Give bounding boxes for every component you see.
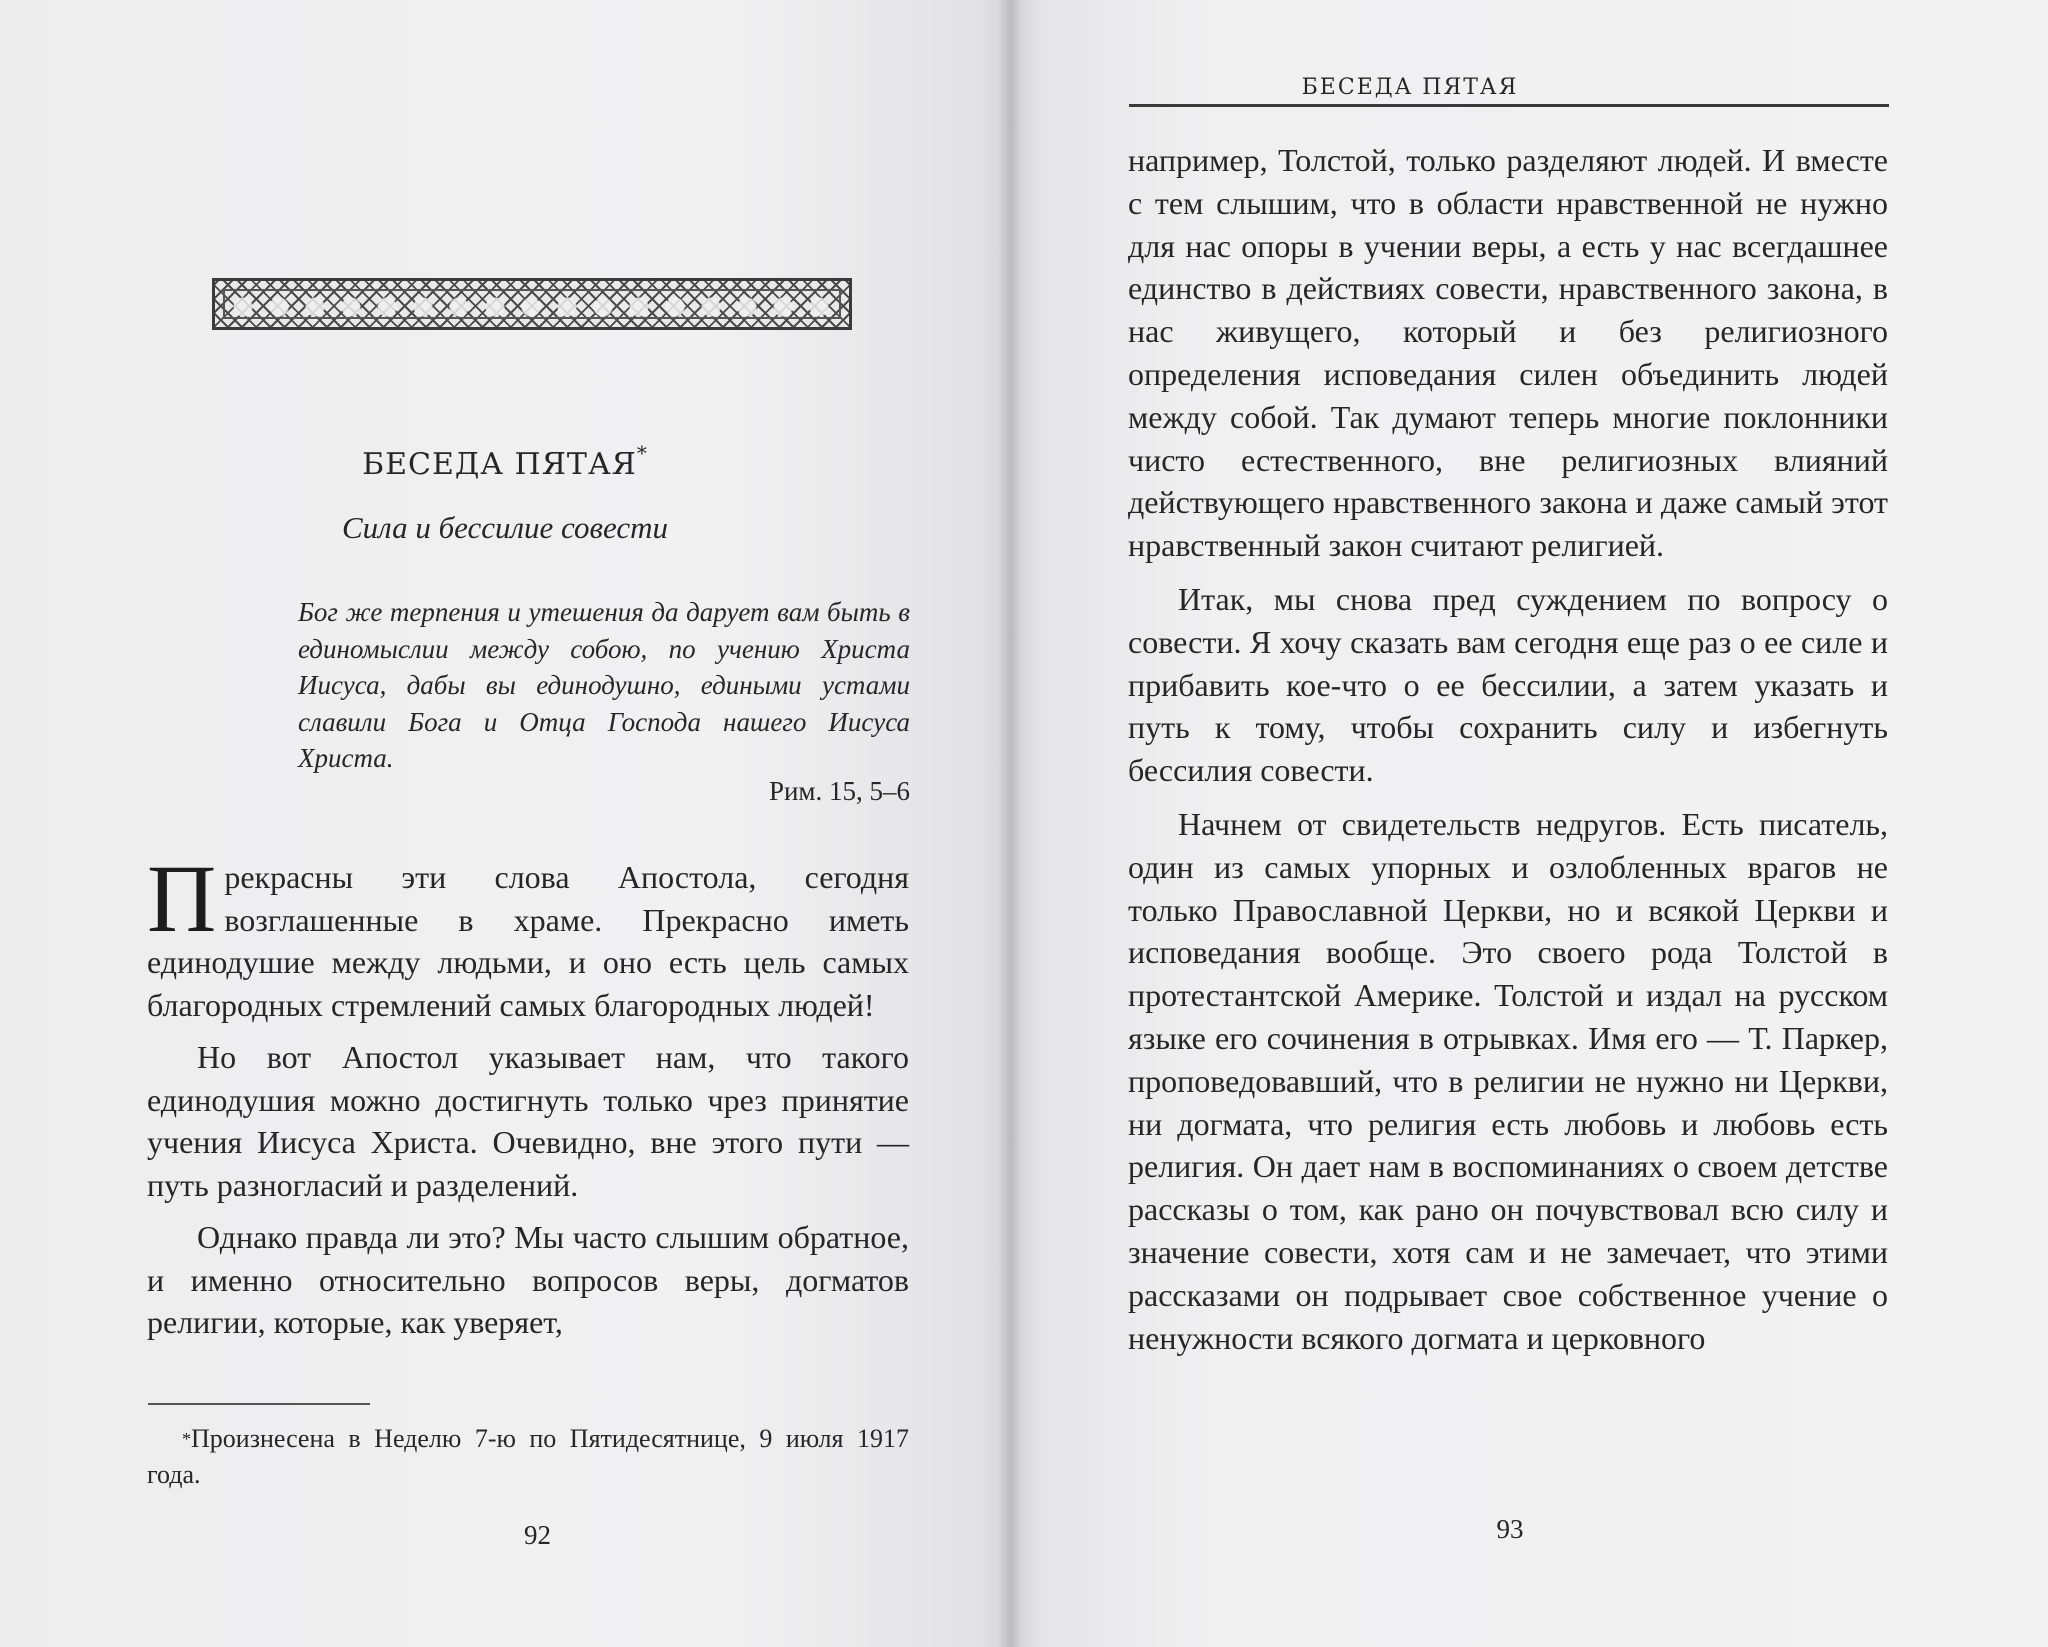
chapter-title <box>0 441 1010 482</box>
header-rule <box>1129 104 1889 107</box>
ornamental-headpiece <box>212 278 852 330</box>
page-number-right: 93 <box>1496 1514 1524 1544</box>
epigraph-text: Бог же терпения и утешения да дарует вам быть в единомыслии между собою, по учению Христа Иисуса, дабы вы единодушно, едиными устами славили Бога и Отца Господа нашего Иисуса Христа. <box>298 597 910 773</box>
chapter-subtitle: Сила и бессилие совести <box>342 510 668 545</box>
epigraph-reference: Рим. 15, 5–6 <box>768 776 910 806</box>
paragraph-text: рекрасны эти слова Апостола, сегодня возглашенные в храме. Прекрасно иметь единодушие между людьми, и оно есть цель самых благородных стремлений самых благородных людей! <box>147 859 909 1023</box>
running-head: БЕСЕДА ПЯТАЯ <box>1301 75 1519 100</box>
paragraph: Начнем от свидетельств недругов. Есть писатель, один из самых упорных и озлобленных врагов не только Православной Церкви, но и всякой Церкви и исповедания вообще. Это своего рода Толстой в протестантской Америке. Толстой и издал на русском языке его сочинения в отрывках. Имя его — Т. Паркер, проповедовавший, что в религии не нужно ни Церкви, ни догмата, что религия есть любовь и любовь есть религия. Он дает нам в воспоминаниях о своем детстве рассказы о том, как рано он почувствовал всю силу и значение совести, хотя сам и не замечает, что этими рассказами он подрывает свое собственное учение о ненужности всякого догмата и церковного <box>1128 805 1888 1356</box>
left-page <box>0 0 1010 1647</box>
footnote <box>147 1421 909 1493</box>
footnote-marker: * <box>182 1429 191 1449</box>
drop-cap: П <box>147 845 217 952</box>
paragraph: Однако правда ли это? Мы часто слышим обратное, и именно относительно вопросов веры, догматов религии, которые, как уверяет, <box>147 1219 909 1340</box>
left-body-text <box>147 845 909 1354</box>
footnote-marker: * <box>636 441 648 465</box>
page-number-left: 92 <box>524 1520 551 1550</box>
paragraph: Но вот Апостол указывает нам, что такого единодушия можно достигнуть только чрез принятие учения Иисуса Христа. Очевидно, вне этого пути — путь разногласий и разделений. <box>147 1039 909 1203</box>
right-body-text <box>1128 139 1888 1370</box>
chapter-title-text: БЕСЕДА ПЯТАЯ <box>362 447 637 482</box>
footnote-text: Произнесена в Неделю 7-ю по Пятидесятнице, 9 июля 1917 года. <box>147 1424 909 1489</box>
paragraph: например, Толстой, только разделяют людей. И вместе с тем слышим, что в области нравственной не нужно для нас опоры в учении веры, а есть у нас всегдашнее единство в действиях совести, нравственного закона, в нас живущего, который и без религиозного определения исповедания силен объединить людей между собой. Так думают теперь многие поклонники чисто естественного, вне религиозных влияний действующего нравственного закона и даже самый этот нравственный закон считают религией. <box>1128 142 1888 564</box>
gutter-shadow <box>998 0 1022 1647</box>
footnote-divider <box>148 1403 370 1405</box>
ornament-pattern <box>223 289 841 319</box>
paragraph <box>147 845 909 1026</box>
paragraph: Итак, мы снова пред суждением по вопросу о совести. Я хочу сказать вам сегодня еще раз о ее силе и прибавить кое-что о ее бессилии, а затем указать и путь к тому, чтобы сохранить силу и избегнуть бессилия совести. <box>1128 580 1888 789</box>
epigraph <box>298 594 910 777</box>
